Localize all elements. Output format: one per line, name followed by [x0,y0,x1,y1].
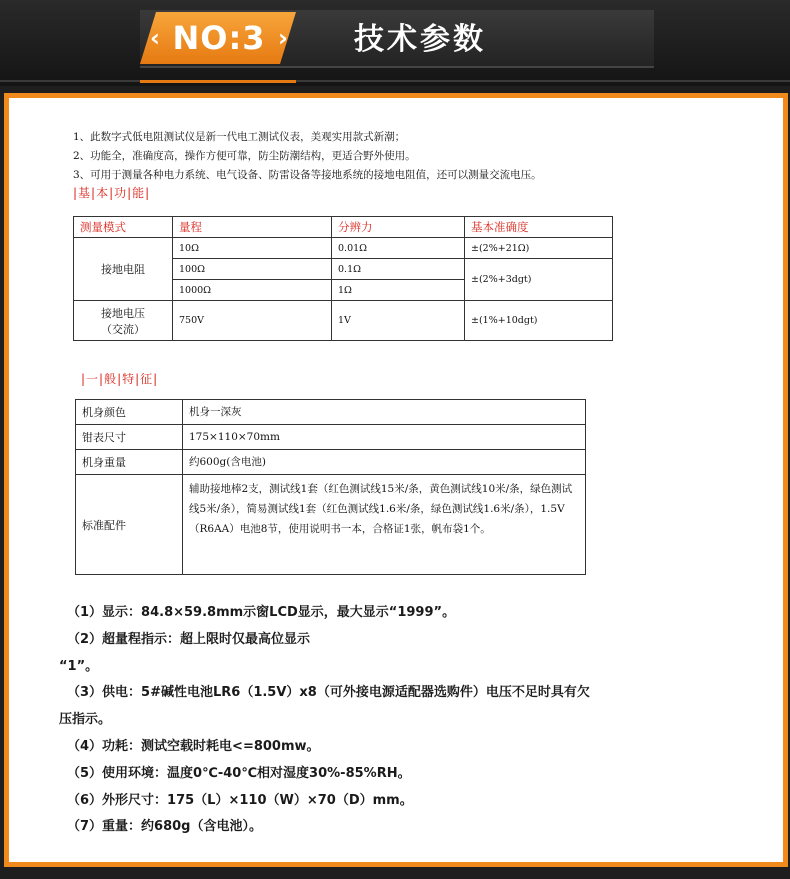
table-row [76,475,586,575]
spec-table [73,216,613,341]
intro-line: 2、功能全，准确度高，操作方便可靠，防尘防潮结构，更适合野外使用。 [73,150,416,162]
resolution-cell: 1V [332,301,465,341]
mode-line: 接地电压 [101,306,145,320]
value-cell: 机身一深灰 [183,400,586,425]
content-panel [4,93,788,867]
table-row [76,450,586,475]
general-features-title: |一|般|特|征| [81,372,159,386]
list-item: （1）显示：84.8×59.8mm示窗LCD显示，最大显示“1999”。 [67,605,456,620]
table-row [74,301,613,341]
mode-cell: 接地电阻 [74,238,173,301]
range-cell: 750V [173,301,332,341]
value-cell: 约600g(含电池) [183,450,586,475]
value-cell: 辅助接地棒2支，测试线1套（红色测试线15米/条，黄色测试线10米/条，绿色测试线5米/条），简易测试线1套（红色测试线1.6米/条，绿色测试线1.6米/条），1.5V（R6AA）电池8节，使用说明书一本，合格证1张，帆布袋1个。 [183,475,586,575]
label-cell: 机身重量 [76,450,183,475]
range-cell: 10Ω [173,238,332,259]
list-item: 压指示。 [59,712,112,728]
range-cell: 100Ω [173,259,332,280]
resolution-cell: 0.1Ω [332,259,465,280]
label-cell: 标准配件 [76,475,183,575]
header-cell: 基本准确度 [465,217,613,238]
list-item: （4）功耗：测试空载时耗电<=800mw。 [67,738,320,754]
accuracy-cell: ±(1%+10dgt) [465,301,613,341]
intro-text [73,128,733,185]
resolution-cell: 1Ω [332,280,465,301]
intro-line: 3、可用于测量各种电力系统、电气设备、防雷设备等接地系统的接地电阻值，还可以测量交流电压。 [73,169,542,181]
header-accent-line [140,80,296,83]
chevron-right-icon: › [278,24,288,52]
accuracy-cell: ±(2%+21Ω) [465,238,613,259]
list-item: （7）重量：约680g（含电池）。 [67,819,262,835]
header-cell: 量程 [173,217,332,238]
chevron-left-icon: ‹ [150,24,160,52]
list-item: （3）供电：5#碱性电池LR6（1.5V）x8（可外接电源适配器选购件）电压不足时具有欠 [67,685,590,701]
value-cell: 175×110×70mm [183,425,586,450]
accuracy-cell: ±(2%+3dgt) [465,259,613,301]
label-cell: 机身颜色 [76,400,183,425]
list-item: （5）使用环境：温度0℃-40℃相对湿度30%-85%RH。 [67,765,411,781]
label-cell: 钳表尺寸 [76,425,183,450]
list-item: （6）外形尺寸：175（L）×110（W）×70（D）mm。 [67,792,413,808]
basic-functions-title: |基|本|功|能| [73,186,151,200]
resolution-cell: 0.01Ω [332,238,465,259]
table-row [76,400,586,425]
header-cell: 测量模式 [74,217,173,238]
range-cell: 1000Ω [173,280,332,301]
table-header-row [74,217,613,238]
header-divider [0,80,790,82]
features-list [59,600,757,841]
list-item: （2）超量程指示：超上限时仅最高位显示 [67,631,311,647]
list-item: “1”。 [59,658,99,674]
mode-line: （交流） [101,322,145,336]
table-row [74,238,613,259]
intro-line: 1、此数字式低电阻测试仪是新一代电工测试仪表，美观实用款式新潮； [73,131,406,143]
page-title: 技术参数 [354,22,486,57]
header-cell: 分辨力 [332,217,465,238]
mode-cell [74,301,173,341]
table-row [76,425,586,450]
badge-label: NO:3 [172,19,266,57]
general-table [75,399,586,575]
